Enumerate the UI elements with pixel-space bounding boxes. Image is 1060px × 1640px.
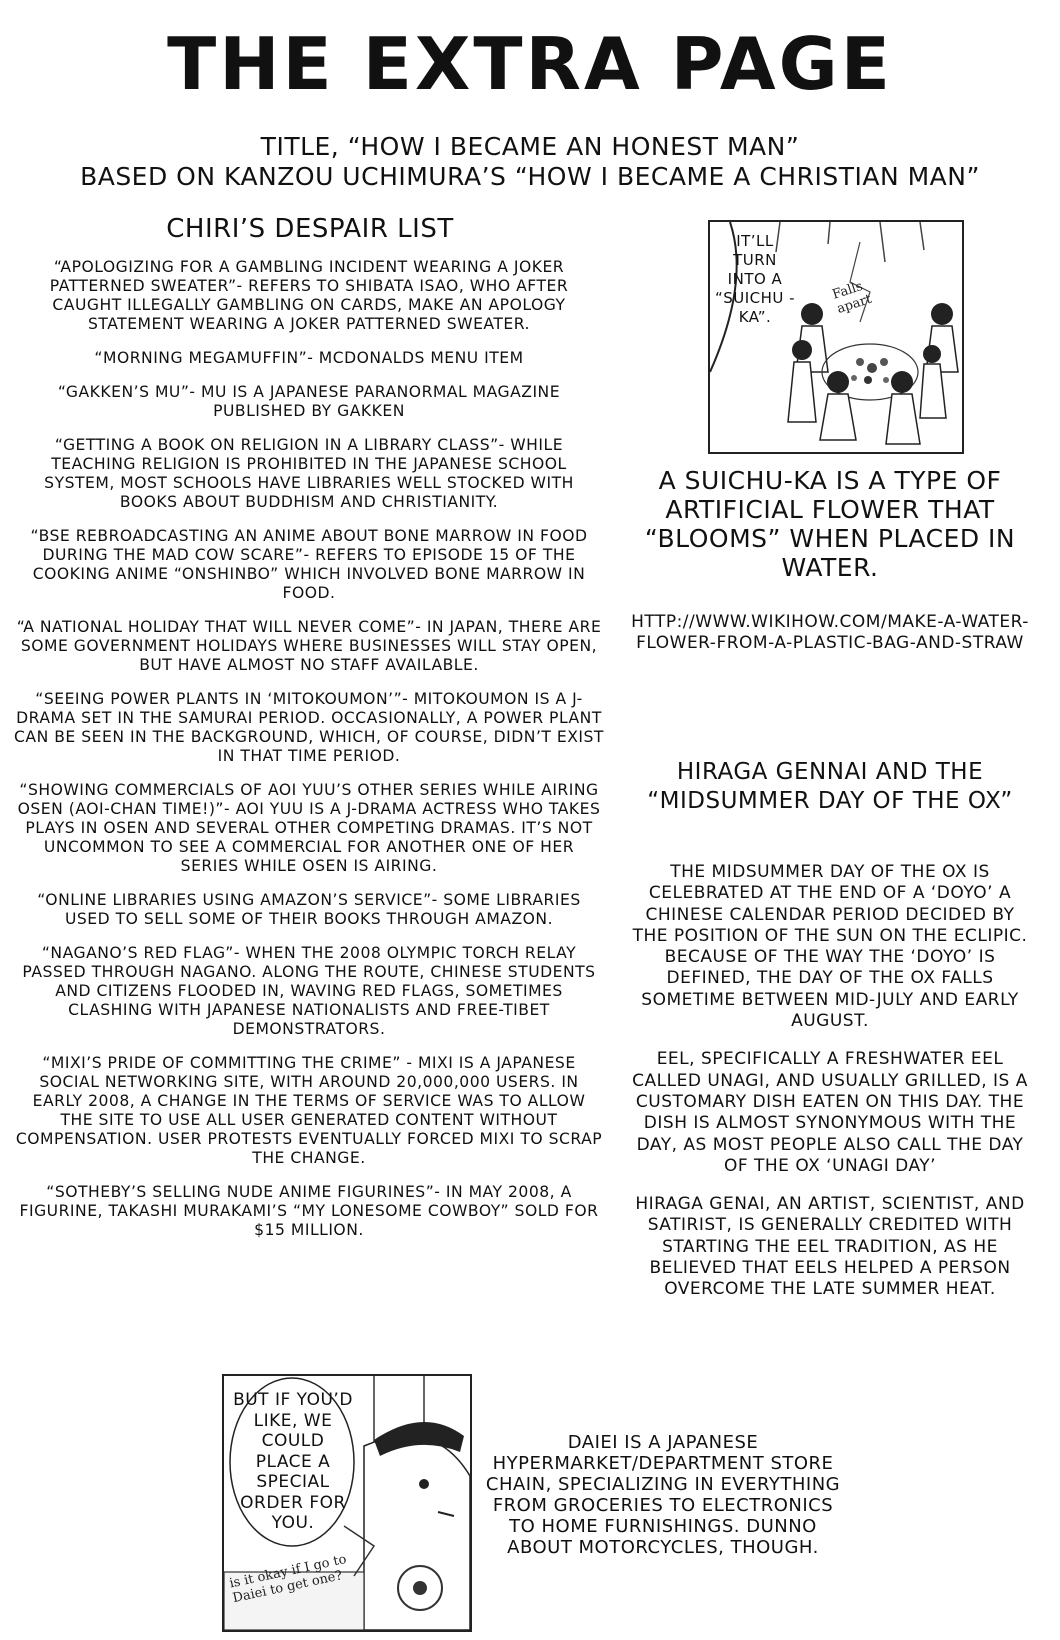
- suichuka-url: HTTP://WWW.WIKIHOW.COM/MAKE-A-WATER-FLOWER-FROM-A-PLASTIC-BAG-AND-STRAW: [631, 612, 1029, 653]
- speech-bubble-special-order: BUT IF YOU’D LIKE, WE COULD PLACE A SPECIAL ORDER FOR YOU.: [233, 1390, 353, 1533]
- daiei-note: DAIEI IS A JAPANESE HYPERMARKET/DEPARTMENT STORE CHAIN, SPECIALIZING IN EVERYTHING FROM GROCERIES TO ELECTRONICS TO HOME FURNISHINGS. DUNNO ABOUT MOTORCYCLES, THOUGH.: [485, 1432, 841, 1558]
- ox-paragraph: EEL, SPECIFICALLY A FRESHWATER EEL CALLED UNAGI, AND USUALLY GRILLED, IS A CUSTOMARY DISH EATEN ON THIS DAY. THE DISH IS ALMOST SYNONYMOUS WITH THE DAY, AS MOST PEOPLE ALSO CALL THE DAY OF THE OX ‘UNAGI DAY’: [632, 1049, 1028, 1176]
- ox-section-body: [630, 862, 1030, 1318]
- despair-entry: “APOLOGIZING FOR A GAMBLING INCIDENT WEARING A JOKER PATTERNED SWEATER”- REFERS TO SHIBATA ISAO, WHO AFTER CAUGHT ILLEGALLY GAMBLING ON CARDS, MAKE AN APOLOGY STATEMENT WEARING A JOKER PATTERNED SWEATER.: [49, 258, 569, 333]
- despair-list: [14, 258, 604, 1255]
- ox-paragraph: HIRAGA GENAI, AN ARTIST, SCIENTIST, AND SATIRIST, IS GENERALLY CREDITED WITH STARTING THE EEL TRADITION, AS HE BELIEVED THAT EELS HELPED A PERSON OVERCOME THE LATE SUMMER HEAT.: [635, 1194, 1025, 1300]
- despair-entry: “MIXI’S PRIDE OF COMMITTING THE CRIME” - MIXI IS A JAPANESE SOCIAL NETWORKING SITE, WITH AROUND 20,000,000 USERS. IN EARLY 2008, A CHANGE IN THE TERMS OF SERVICE WAS TO ALLOW THE SITE TO USE ALL USER GENERATED CONTENT WITHOUT COMPENSATION. USER PROTESTS EVENTUALLY FORCED MIXI TO SCRAP THE CHANGE.: [15, 1054, 603, 1167]
- despair-entry: “MORNING MEGAMUFFIN”- MCDONALDS MENU ITEM: [94, 349, 524, 367]
- despair-entry: “GAKKEN’S MU”- MU IS A JAPANESE PARANORMAL MAGAZINE PUBLISHED BY GAKKEN: [57, 383, 561, 420]
- sfx-falls-apart: Falls apart: [830, 278, 874, 317]
- despair-list-heading: CHIRI’S DESPAIR LIST: [166, 214, 454, 244]
- despair-entry: “SEEING POWER PLANTS IN ‘MITOKOUMON’”- MITOKOUMON IS A J-DRAMA SET IN THE SAMURAI PERIOD. OCCASIONALLY, A POWER PLANT CAN BE SEEN IN THE BACKGROUND, WHICH, OF COURSE, DIDN’T EXIST IN THAT TIME PERIOD.: [14, 690, 604, 765]
- despair-entry: “NAGANO’S RED FLAG”- WHEN THE 2008 OLYMPIC TORCH RELAY PASSED THROUGH NAGANO. ALONG THE ROUTE, CHINESE STUDENTS AND CITIZENS FLOODED IN, WAVING RED FLAGS, SOMETIMES CLASHING WITH JAPANESE NATIONALISTS AND FREE-TIBET DEMONSTRATORS.: [22, 944, 596, 1038]
- ox-paragraph: THE MIDSUMMER DAY OF THE OX IS CELEBRATED AT THE END OF A ‘DOYO’ A CHINESE CALENDAR PERIOD DECIDED BY THE POSITION OF THE SUN ON THE ECLIPIC. BECAUSE OF THE WAY THE ‘DOYO’ IS DEFINED, THE DAY OF THE OX FALLS SOMETIME BETWEEN MID-JULY AND EARLY AUGUST.: [632, 862, 1028, 1032]
- ox-section-heading: HIRAGA GENNAI AND THE “MIDSUMMER DAY OF THE OX”: [647, 759, 1013, 814]
- manga-panel-suichuka: [708, 220, 964, 454]
- despair-entry: “SHOWING COMMERCIALS OF AOI YUU’S OTHER SERIES WHILE AIRING OSEN (AOI-CHAN TIME!)”- AOI YUU IS A J-DRAMA ACTRESS WHO TAKES PLAYS IN OSEN AND SEVERAL OTHER COMPETING DRAMAS. IT’S NOT UNCOMMON TO SEE A COMMERCIAL FOR ANOTHER ONE OF HER SERIES WHILE OSEN IS AIRING.: [17, 781, 601, 875]
- handwritten-note-daiei: is it okay if I go to Daiei to get one?: [228, 1552, 348, 1607]
- page-title: THE EXTRA PAGE: [167, 22, 893, 106]
- subtitle-line-1: TITLE, “HOW I BECAME AN HONEST MAN”: [260, 132, 800, 161]
- suichuka-note: A SUICHU-KA IS A TYPE OF ARTIFICIAL FLOWER THAT “BLOOMS” WHEN PLACED IN WATER.: [644, 466, 1016, 582]
- despair-entry: “BSE REBROADCASTING AN ANIME ABOUT BONE MARROW IN FOOD DURING THE MAD COW SCARE”- REFERS TO EPISODE 15 OF THE COOKING ANIME “ONSHINBO” WHICH INVOLVED BONE MARROW IN FOOD.: [30, 527, 588, 602]
- despair-entry: “GETTING A BOOK ON RELIGION IN A LIBRARY CLASS”- WHILE TEACHING RELIGION IS PROHIBITED IN THE JAPANESE SCHOOL SYSTEM, MOST SCHOOLS HAVE LIBRARIES WELL STOCKED WITH BOOKS ABOUT BUDDHISM AND CHRISTIANITY.: [44, 436, 574, 511]
- despair-entry: “A NATIONAL HOLIDAY THAT WILL NEVER COME”- IN JAPAN, THERE ARE SOME GOVERNMENT HOLIDAYS WHERE BUSINESSES WILL STAY OPEN, BUT HAVE ALMOST NO STAFF AVAILABLE.: [16, 618, 602, 674]
- despair-entry: “ONLINE LIBRARIES USING AMAZON’S SERVICE”- SOME LIBRARIES USED TO SELL SOME OF THEIR BOOKS THROUGH AMAZON.: [37, 891, 581, 928]
- speech-bubble-suichuka: IT’LL TURN INTO A “SUICHU -KA”.: [714, 232, 796, 326]
- subtitle-line-2: BASED ON KANZOU UCHIMURA’S “HOW I BECAME A CHRISTIAN MAN”: [80, 162, 980, 191]
- despair-entry: “SOTHEBY’S SELLING NUDE ANIME FIGURINES”- IN MAY 2008, A FIGURINE, TAKASHI MURAKAMI’S “MY LONESOME COWBOY” SOLD FOR $15 MILLION.: [19, 1183, 599, 1239]
- manga-panel-special-order: [222, 1374, 472, 1632]
